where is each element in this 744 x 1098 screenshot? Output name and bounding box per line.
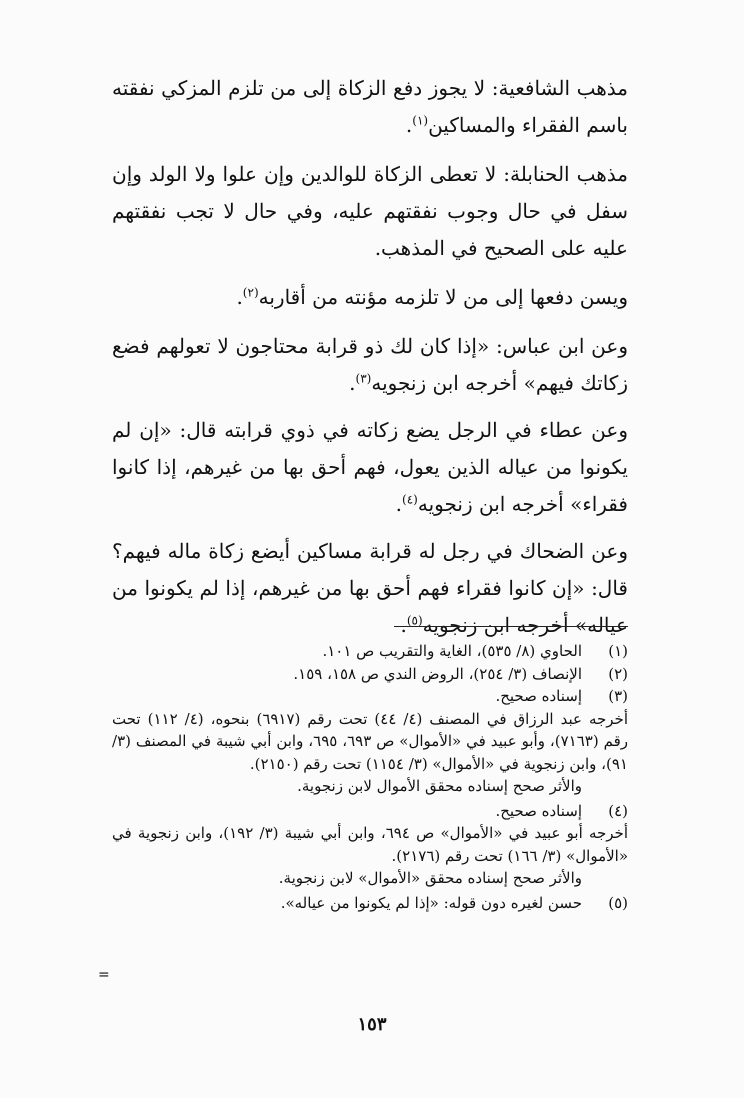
paragraph-ata: وعن عطاء في الرجل يضع زكاته في ذوي قرابته قال: «إن لم يكونوا من عياله الذين يعول، فهم أحق بها من غيرهم، إذا كانوا فقراء» أخرجه ابن زنجويه$^{(٤)}$. — [112, 418, 628, 516]
footnote-line: الحاوي (٨/ ٥٣٥)، الغاية والتقريب ص ١٠١. — [322, 642, 582, 660]
footnote-ref-1[interactable]: (١) — [412, 113, 429, 128]
footnote-line: والأثر صحح إسناده محقق «الأموال» لابن زنجوية. — [278, 869, 582, 887]
footnote-ref-4[interactable]: (٤) — [402, 492, 418, 507]
footnote-number: (٥) — [608, 893, 628, 912]
footnote-line: إسناده صحيح. — [495, 687, 582, 705]
footnote-4 — [112, 800, 628, 890]
footnote-ref-3[interactable]: (٣) — [355, 371, 372, 386]
footnote-line: حسن لغيره دون قوله: «إذا لم يكونوا من عياله». — [280, 893, 582, 912]
footnote-line: والأثر صحح إسناده محقق الأموال لابن زنجوية. — [297, 777, 582, 795]
footnote-3 — [112, 685, 628, 798]
page-number: ١٥٣ — [357, 1014, 387, 1035]
footnote-line: إسناده صحيح. — [495, 801, 582, 820]
footnote-5 — [112, 892, 628, 915]
margin-mark: = — [98, 967, 110, 983]
paragraph-relatives: ويسن دفعها إلى من لا تلزمه مؤنته من أقاربه$^{(٢)}$. — [236, 285, 628, 309]
footnote-line: الإنصاف (٣/ ٢٥٤)، الروض الندي ص ١٥٨، ١٥٩. — [293, 664, 582, 683]
footnote-2 — [112, 663, 628, 686]
footnote-1 — [112, 640, 628, 663]
footnote-ref-2[interactable]: (٢) — [242, 285, 259, 300]
footnote-line: أخرجه أبو عبيد في «الأموال» ص ٦٩٤، وابن أبي شيبة (٣/ ١٩٢)، وابن زنجوية في «الأموال» (٣/ ١٦٦) تحت رقم (٢١٧٦). — [112, 824, 629, 865]
main-text — [112, 70, 628, 654]
footnote-number: (١) — [608, 642, 628, 660]
paragraph-dahhak: وعن الضحاك في رجل له قرابة مساكين أيضع زكاة ماله فيهم؟ قال: «إن كانوا فقراء فهم أحق بها من غيرهم، إذا لم يكونوا من عياله» أخرجه ابن زنجويه$^{(٥)}$. — [112, 539, 628, 637]
paragraph-ibn-abbas: وعن ابن عباس: «إذا كان لك ذو قرابة محتاجون لا تعولهم فضع زكاتك فيهم» أخرجه ابن زنجويه$^{(٣)}$. — [112, 334, 628, 395]
paragraph-hanbali: مذهب الحنابلة: لا تعطى الزكاة للوالدين وإن علوا ولا الولد وإن سفل في حال وجوب نفقتهم عليه، وفي حال لا تجب نفقتهم عليه على الصحيح في المذهب. — [112, 162, 628, 260]
paragraph-shafii: مذهب الشافعية: لا يجوز دفع الزكاة إلى من تلزم المزكي نفقته باسم الفقراء والمساكين$^{(١)}$. — [112, 76, 628, 137]
footnote-number: (٢) — [608, 664, 628, 683]
footnotes — [112, 640, 628, 914]
footnote-number: (٤) — [608, 801, 628, 820]
footnote-ref-5[interactable]: (٥) — [406, 613, 423, 628]
footnote-line: أخرجه عبد الرزاق في المصنف (٤/ ٤٤) تحت رقم (٦٩١٧) بنحوه، (٤/ ١١٢) تحت رقم (٧١٦٣)، وأبو عبيد في «الأموال» ص ٦٩٣، ٦٩٥، وابن أبي شيبة في المصنف (٣/ ٩١)، وابن زنجوية في «الأموال» (٣/ ١١٥٤) تحت رقم (٢١٥٠). — [112, 709, 629, 773]
footnote-separator — [394, 626, 628, 627]
footnote-number: (٣) — [608, 687, 628, 705]
